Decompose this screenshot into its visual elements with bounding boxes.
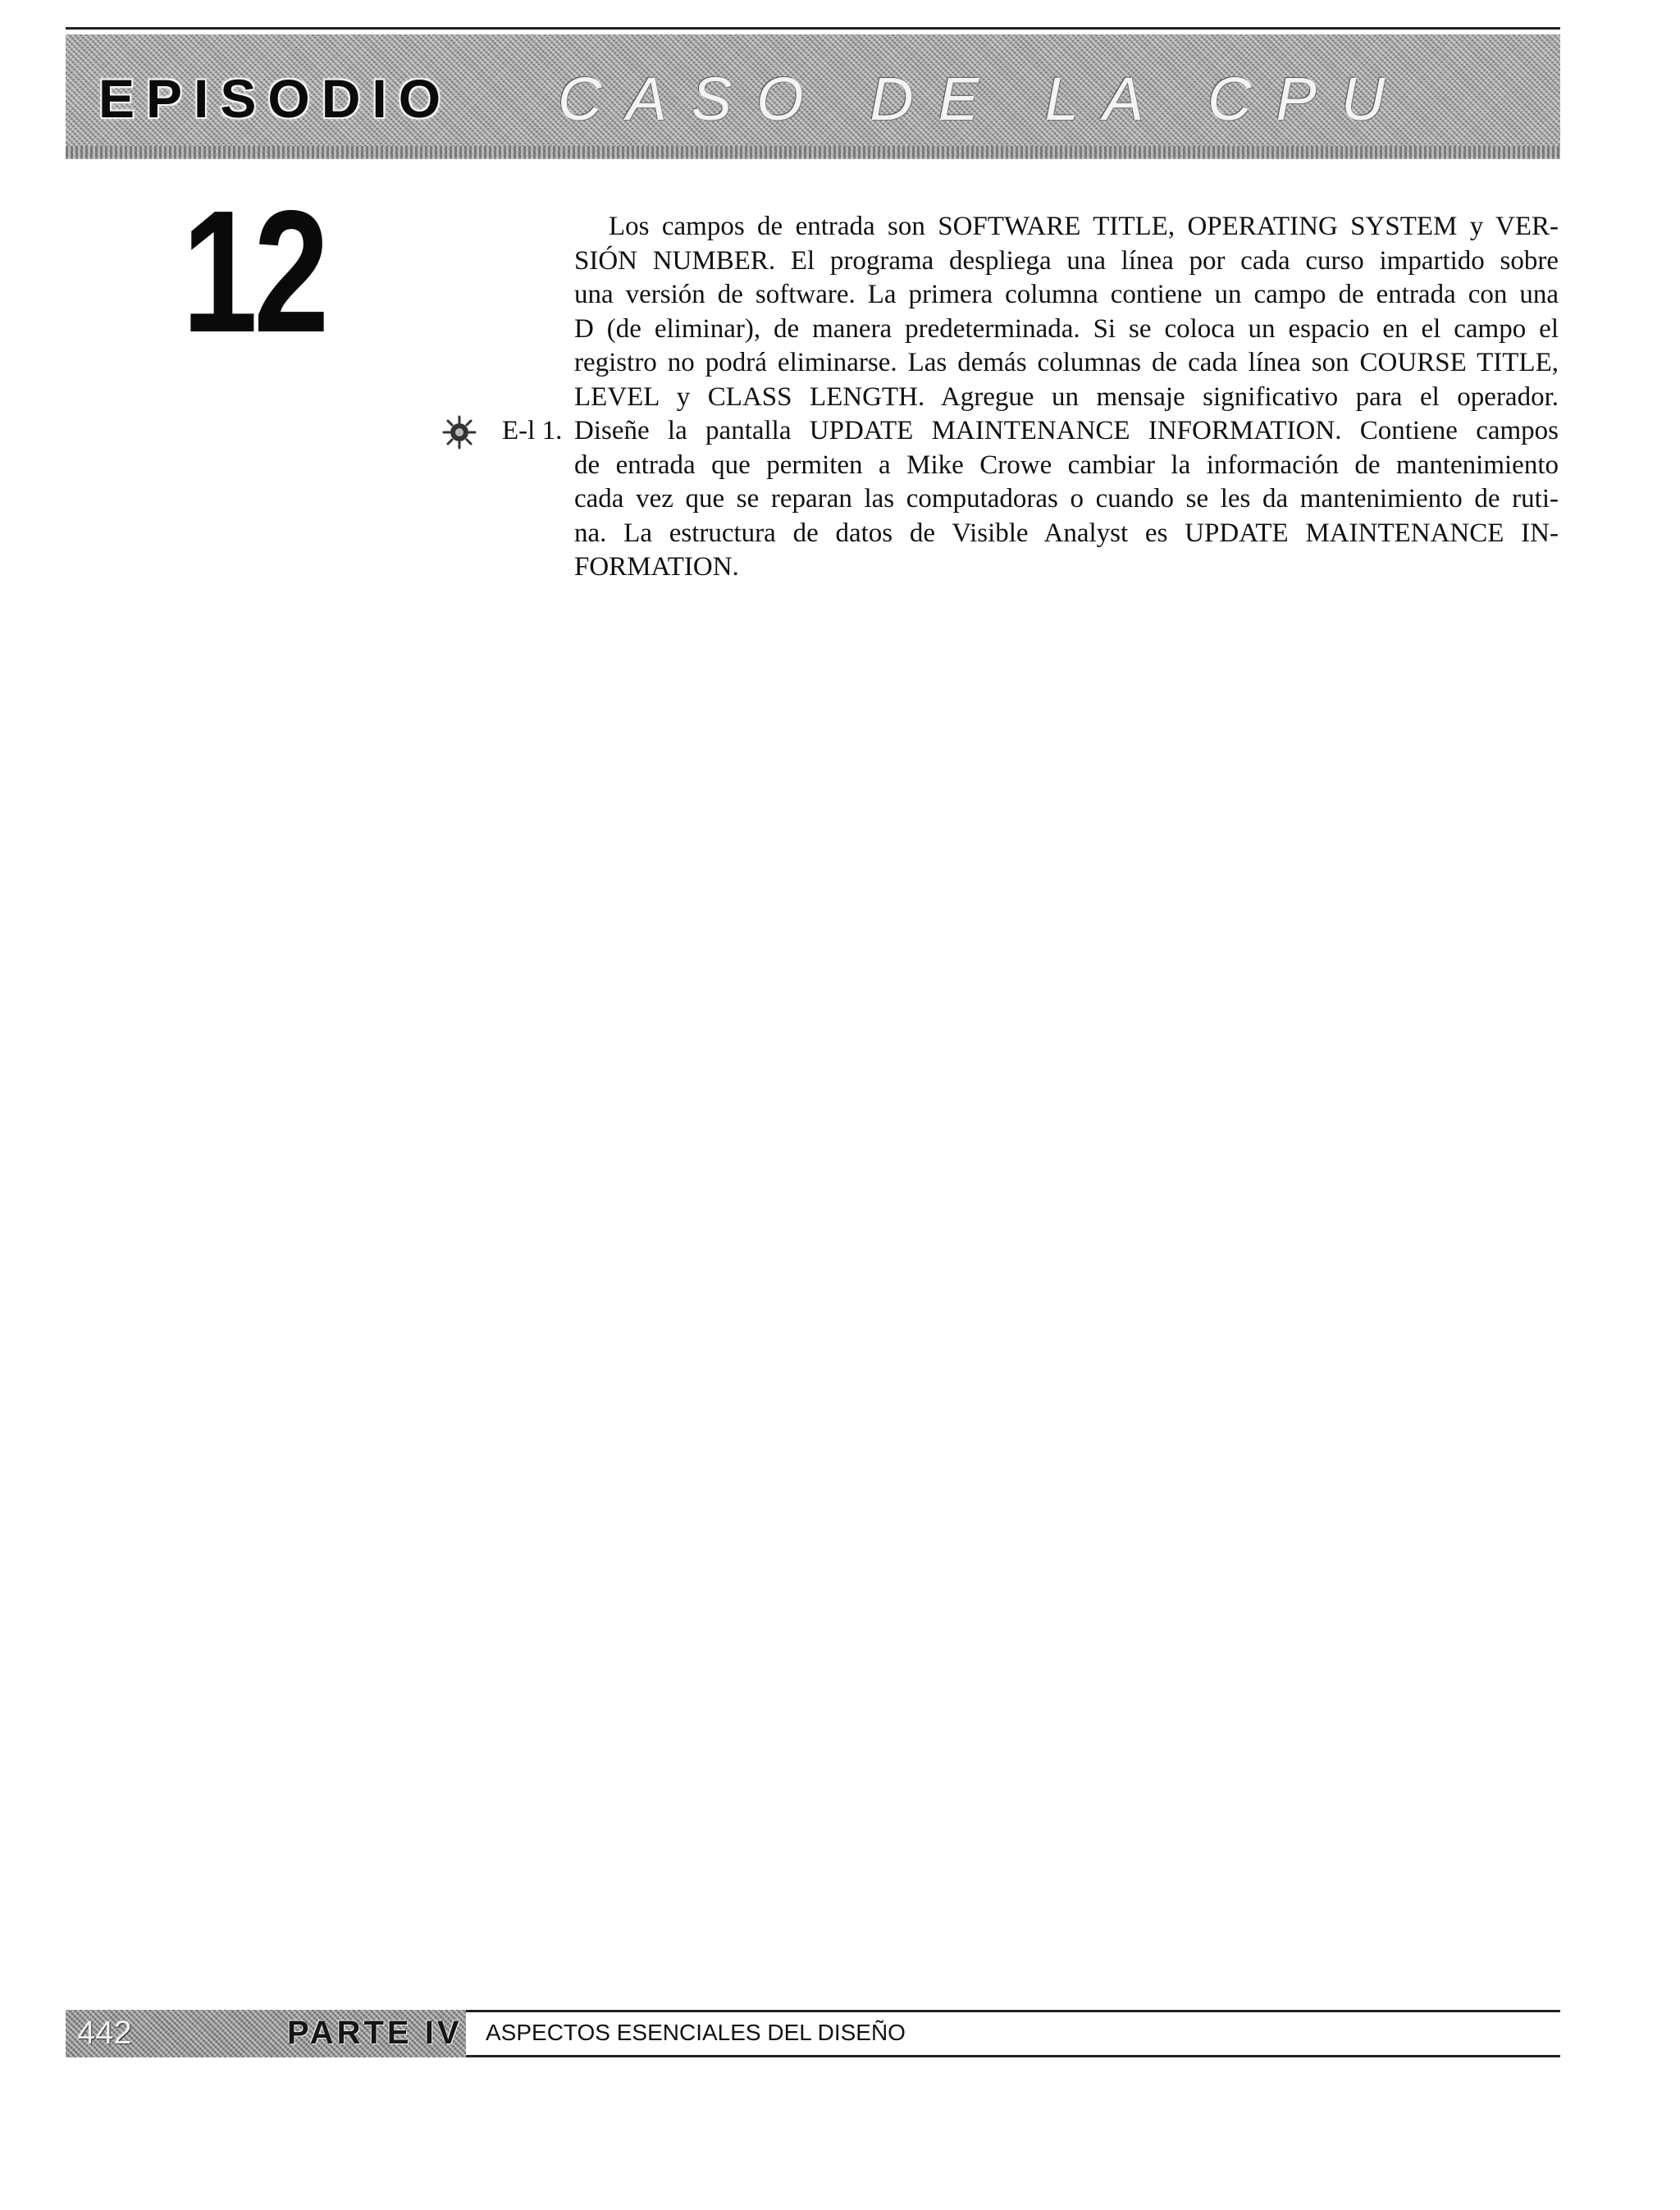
exercise-item <box>502 414 1559 585</box>
top-rule <box>66 27 1560 30</box>
cpu-case-icon <box>441 414 477 450</box>
footer-block <box>66 2010 466 2057</box>
body-line: registro no podrá eliminarse. Las demás columnas de cada línea son COURSE TITLE, <box>574 348 1559 377</box>
part-label: PARTE IV <box>287 2015 463 2051</box>
body-line: LEVEL y CLASS LENGTH. Agregue un mensaje significativo para el operador. <box>574 381 1559 412</box>
case-label: CASO DE LA CPU <box>558 65 1410 133</box>
footer-rule-bottom <box>466 2055 1560 2057</box>
exercise-line: FORMATION. <box>574 552 739 582</box>
banner-bottom-edge <box>66 146 1560 159</box>
body-line: Los campos de entrada son SOFTWARE TITLE, OPERATING SYSTEM y VER- <box>609 212 1559 241</box>
episode-banner <box>66 34 1560 158</box>
body-line: una versión de software. La primera columna contiene un campo de entrada con una <box>574 280 1559 309</box>
footer-section-title: ASPECTOS ESENCIALES DEL DISEÑO <box>486 2020 906 2045</box>
exercise-line: na. La estructura de datos de Visible Analyst es UPDATE MAINTENANCE IN- <box>574 518 1559 548</box>
body-text <box>502 210 1559 585</box>
episode-label: EPISODIO <box>98 68 453 129</box>
body-line: D (de eliminar), de manera predeterminada. Si se coloca un espacio en el campo el <box>574 313 1559 344</box>
footer-rule-top <box>466 2010 1560 2012</box>
exercise-line: Diseñe la pantalla UPDATE MAINTENANCE INFORMATION. Contiene campos <box>574 416 1559 445</box>
exercise-label: E-l 1. <box>502 416 563 445</box>
page-number: 442 <box>77 2015 132 2051</box>
body-line: SIÓN NUMBER. El programa despliega una línea por cada curso impartido sobre <box>574 245 1559 276</box>
chapter-number: 12 <box>182 174 326 368</box>
exercise-line: cada vez que se reparan las computadoras o cuando se les da mantenimiento de ruti- <box>574 484 1559 514</box>
exercise-line: de entrada que permiten a Mike Crowe cambiar la información de mantenimiento <box>574 450 1559 480</box>
